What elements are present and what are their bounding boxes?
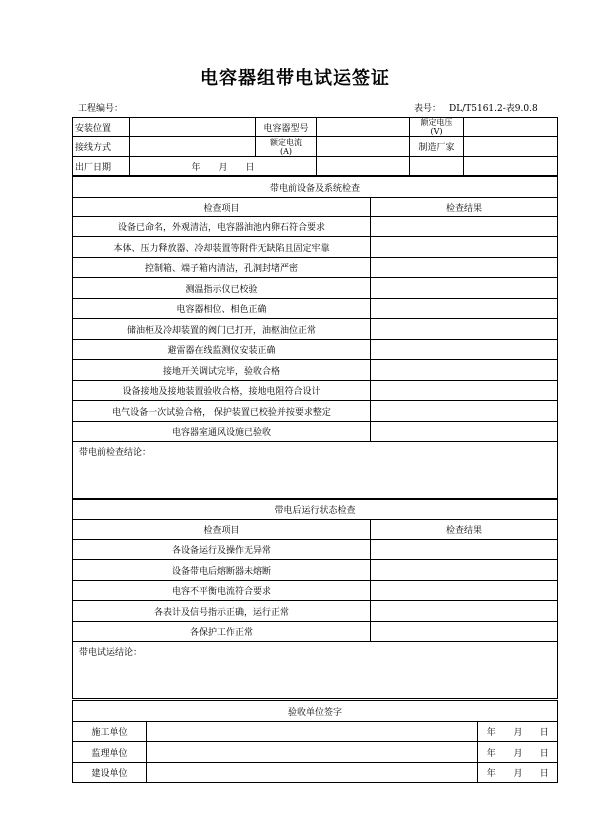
capacitor-model-label: 电容器型号	[256, 118, 317, 137]
signature-section-title: 验收单位签字	[73, 701, 558, 722]
pre-check-result-header: 检查结果	[371, 198, 558, 217]
factory-date-extra-2	[410, 157, 464, 176]
post-check-item-header: 检查项目	[73, 520, 371, 540]
signature-day-label: 日	[532, 763, 558, 783]
pre-check-result[interactable]	[371, 237, 558, 258]
wiring-method-label: 接线方式	[73, 137, 130, 157]
signature-year-label: 年	[478, 763, 505, 783]
factory-year-label: 年	[191, 162, 201, 173]
factory-date-value[interactable]	[130, 157, 317, 176]
rated-voltage-value[interactable]	[464, 118, 558, 137]
pre-check-item: 设备已命名，外观清洁，电容器油池内卵石符合要求	[73, 217, 371, 237]
pre-check-result[interactable]	[371, 278, 558, 299]
factory-month-label: 月	[218, 162, 228, 173]
pre-check-result[interactable]	[371, 422, 558, 442]
factory-date-extra-1	[317, 157, 410, 176]
rated-current-line2: (A)	[279, 146, 293, 156]
pre-check-result[interactable]	[371, 340, 558, 360]
capacitor-model-value[interactable]	[317, 118, 410, 137]
signature-unit-label: 建设单位	[73, 763, 147, 783]
pre-check-item-header: 检查项目	[73, 198, 371, 217]
pre-check-table	[72, 176, 558, 500]
rated-current-value[interactable]	[317, 137, 410, 157]
post-check-result[interactable]	[371, 540, 558, 560]
signature-month-label: 月	[505, 742, 532, 763]
table-number	[414, 104, 538, 114]
project-number-label: 工程编号：	[78, 104, 124, 114]
post-check-conclusion-label: 带电试运结论：	[79, 648, 143, 658]
signature-field[interactable]	[147, 722, 478, 742]
table-number-value: DL/T5161.2-表9.0.8	[449, 104, 538, 114]
post-check-result[interactable]	[371, 601, 558, 622]
post-check-item: 各设备运行及操作无异常	[73, 540, 371, 560]
rated-voltage-line2: (V)	[430, 127, 443, 136]
post-check-conclusion[interactable]	[73, 642, 558, 699]
wiring-method-value[interactable]	[130, 137, 256, 157]
factory-date-label: 出厂日期	[73, 157, 130, 176]
pre-check-item: 接地开关调试完毕，验收合格	[73, 360, 371, 381]
signature-month-label: 月	[505, 722, 532, 742]
factory-date-extra-3	[464, 157, 558, 176]
install-location-label: 安装位置	[73, 118, 130, 137]
pre-check-result[interactable]	[371, 258, 558, 278]
post-check-section-title: 带电后运行状态检查	[73, 499, 558, 520]
table-number-label: 表号：	[414, 104, 442, 114]
manufacturer-label: 制造厂家	[410, 137, 464, 157]
signature-field[interactable]	[147, 763, 478, 783]
form-title: 电容器组带电试运签证	[200, 68, 390, 89]
pre-check-item: 控制箱、端子箱内清洁，孔洞封堵严密	[73, 258, 371, 278]
manufacturer-value[interactable]	[464, 137, 558, 157]
pre-check-result[interactable]	[371, 217, 558, 237]
pre-check-conclusion-label: 带电前检查结论：	[79, 448, 152, 458]
pre-check-result[interactable]	[371, 319, 558, 340]
post-check-item: 设备带电后熔断器未熔断	[73, 560, 371, 581]
pre-check-item: 电容器室通风设施已验收	[73, 422, 371, 442]
signature-day-label: 日	[532, 742, 558, 763]
post-check-table	[72, 498, 558, 699]
post-check-result-header: 检查结果	[371, 520, 558, 540]
pre-check-item: 电气设备一次试验合格， 保护装置已校验并按要求整定	[73, 401, 371, 422]
rated-voltage-label	[410, 118, 464, 137]
post-check-result[interactable]	[371, 581, 558, 601]
signature-unit-label: 监理单位	[73, 742, 147, 763]
pre-check-result[interactable]	[371, 401, 558, 422]
info-table	[72, 117, 558, 176]
post-check-item: 各表计及信号指示正确，运行正常	[73, 601, 371, 622]
rated-voltage-line1: 额定电压	[420, 118, 453, 127]
post-check-result[interactable]	[371, 622, 558, 642]
pre-check-item: 测温指示仪已校验	[73, 278, 371, 299]
pre-check-conclusion[interactable]	[73, 442, 558, 500]
post-check-item: 各保护工作正常	[73, 622, 371, 642]
pre-check-result[interactable]	[371, 299, 558, 319]
pre-check-item: 储油柜及冷却装置的阀门已打开，油枢油位正常	[73, 319, 371, 340]
pre-check-item: 电容器相位、相色正确	[73, 299, 371, 319]
install-location-value[interactable]	[130, 118, 256, 137]
signature-day-label: 日	[532, 722, 558, 742]
signature-table	[72, 700, 558, 783]
pre-check-item: 本体、压力释放器、冷却装置等附件无缺陷且固定牢靠	[73, 237, 371, 258]
factory-day-label: 日	[245, 162, 255, 173]
signature-month-label: 月	[505, 763, 532, 783]
pre-check-result[interactable]	[371, 381, 558, 401]
signature-year-label: 年	[478, 742, 505, 763]
signature-year-label: 年	[478, 722, 505, 742]
post-check-item: 电容不平衡电流符合要求	[73, 581, 371, 601]
rated-current-label	[256, 137, 317, 157]
signature-field[interactable]	[147, 742, 478, 763]
pre-check-result[interactable]	[371, 360, 558, 381]
post-check-result[interactable]	[371, 560, 558, 581]
pre-check-item: 设备接地及接地装置验收合格，接地电阻符合设计	[73, 381, 371, 401]
pre-check-section-title: 带电前设备及系统检查	[73, 177, 558, 198]
pre-check-item: 避雷器在线监测仪安装正确	[73, 340, 371, 360]
rated-current-line1: 额定电流	[270, 137, 302, 147]
signature-unit-label: 施工单位	[73, 722, 147, 742]
